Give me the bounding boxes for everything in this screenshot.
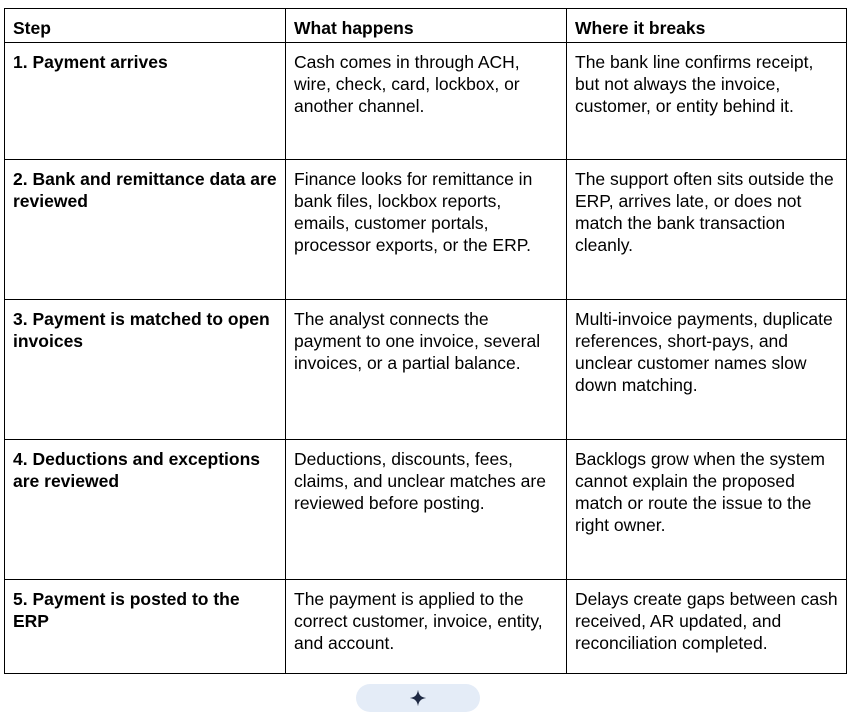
- step-cell: 4. Deductions and exceptions are reviewed: [5, 440, 286, 580]
- table-row: [5, 43, 847, 160]
- step-cell: 3. Payment is matched to open invoices: [5, 300, 286, 440]
- process-table: [4, 8, 847, 674]
- table-row: [5, 440, 847, 580]
- table-row: [5, 160, 847, 300]
- header-step: Step: [5, 9, 286, 43]
- ai-assist-button[interactable]: [356, 684, 480, 712]
- what-happens-cell: Cash comes in through ACH, wire, check, card, lockbox, or another channel.: [286, 43, 567, 160]
- where-it-breaks-cell: Multi-invoice payments, duplicate references, short-pays, and unclear customer names slow down matching.: [567, 300, 847, 440]
- step-cell: 2. Bank and remittance data are reviewed: [5, 160, 286, 300]
- step-cell: 5. Payment is posted to the ERP: [5, 580, 286, 674]
- where-it-breaks-cell: Backlogs grow when the system cannot explain the proposed match or route the issue to the right owner.: [567, 440, 847, 580]
- table-row: [5, 580, 847, 674]
- step-cell: 1. Payment arrives: [5, 43, 286, 160]
- what-happens-cell: Finance looks for remittance in bank files, lockbox reports, emails, customer portals, processor exports, or the ERP.: [286, 160, 567, 300]
- sparkle-icon: [409, 689, 427, 707]
- what-happens-cell: Deductions, discounts, fees, claims, and unclear matches are reviewed before posting.: [286, 440, 567, 580]
- header-what-happens: What happens: [286, 9, 567, 43]
- header-where-it-breaks: Where it breaks: [567, 9, 847, 43]
- header-row: [5, 9, 847, 43]
- what-happens-cell: The analyst connects the payment to one invoice, several invoices, or a partial balance.: [286, 300, 567, 440]
- where-it-breaks-cell: The support often sits outside the ERP, arrives late, or does not match the bank transaction cleanly.: [567, 160, 847, 300]
- where-it-breaks-cell: Delays create gaps between cash received, AR updated, and reconciliation completed.: [567, 580, 847, 674]
- what-happens-cell: The payment is applied to the correct customer, invoice, entity, and account.: [286, 580, 567, 674]
- table-row: [5, 300, 847, 440]
- where-it-breaks-cell: The bank line confirms receipt, but not always the invoice, customer, or entity behind it.: [567, 43, 847, 160]
